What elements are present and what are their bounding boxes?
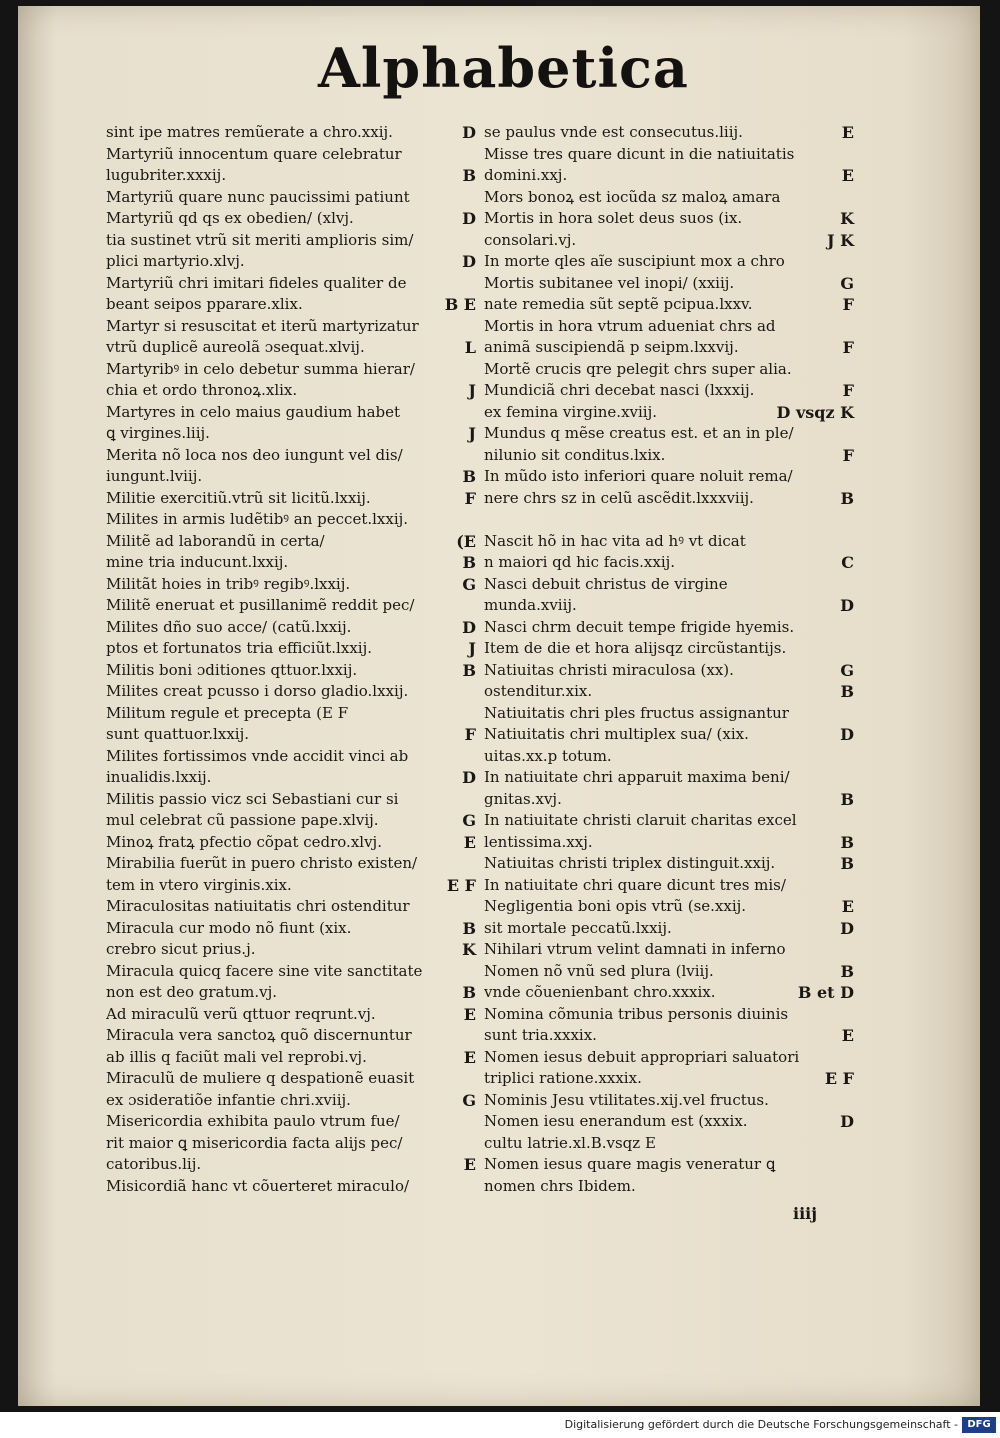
index-entry-line [484, 359, 856, 381]
section-marker: E [463, 1047, 476, 1067]
section-marker: L [464, 338, 476, 357]
entry-text: Nascit hõ in hac vita ad hꝰ vt dicat [484, 531, 746, 550]
section-marker: G [462, 574, 476, 594]
entry-text: Milites creat pcusso i dorso gladio.lxxij. [106, 682, 409, 700]
section-marker: K [462, 940, 476, 959]
section-marker: B [462, 918, 476, 938]
section-marker: B [840, 789, 854, 809]
entry-text: Militie exercitiũ.vtrũ sit licitũ.lxxij. [106, 488, 371, 507]
index-entry-line [106, 638, 478, 660]
index-entry-line [106, 853, 478, 875]
index-entry-line [106, 1004, 478, 1026]
index-entry-line [484, 165, 856, 187]
section-marker: F [464, 488, 476, 508]
index-entry-line [484, 273, 856, 295]
section-marker: (E [456, 531, 476, 551]
index-entry-line [106, 724, 478, 746]
index-entry-line [106, 939, 478, 961]
index-entry-line [106, 273, 478, 295]
entry-text: In morte qles aĩe suscipiunt mox a chro [484, 252, 785, 270]
index-entry-line [106, 896, 478, 918]
entry-text: Militãt hoies in tribꝰ regibꝰ.lxxij. [106, 574, 351, 593]
index-entry-line [106, 574, 478, 596]
section-marker: F [842, 381, 854, 400]
index-entry-line [106, 617, 478, 639]
entry-text: Militẽ ad laborandũ in certa/ [106, 531, 325, 550]
index-entry-line [106, 875, 478, 897]
index-entry-line [106, 402, 478, 424]
entry-text: ꝗ virgines.liij. [106, 424, 210, 442]
section-marker: G [462, 1090, 476, 1110]
index-entry-line [106, 961, 478, 983]
index-entry-line [106, 122, 478, 144]
entry-text: inualidis.lxxij. [106, 768, 212, 786]
index-entry-line [484, 294, 856, 316]
entry-text: Mortis in hora solet deus suos (ix. [484, 209, 743, 227]
entry-text: nate remedia sũt septẽ pcipua.lxxv. [484, 295, 753, 313]
index-entry-line [484, 380, 856, 402]
entry-text: Martyriũ qd qs ex obedien/ (xlvj. [106, 209, 354, 227]
section-marker: E [463, 1155, 476, 1174]
section-marker: E [463, 832, 476, 852]
funding-credit: Digitalisierung gefördert durch die Deutsche Forschungsgemeinschaft - [564, 1418, 958, 1431]
index-entry-line [484, 531, 856, 553]
section-marker: D [462, 768, 476, 787]
entry-text: Natiuitas christi miraculosa (xx). [484, 660, 734, 679]
section-marker: J [468, 381, 476, 400]
section-marker: B [840, 488, 854, 508]
entry-text: Mirabilia fuerũt in puero christo existen/ [106, 854, 418, 872]
entry-text: Nasci debuit christus de virgine [484, 574, 728, 593]
entry-text: Militẽ eneruat et pusillanimẽ reddit pec/ [106, 596, 415, 614]
index-entry-line [106, 380, 478, 402]
section-marker: K [840, 209, 854, 228]
entry-text: ostenditur.xix. [484, 682, 593, 700]
index-entry-line [484, 488, 856, 510]
index-entry-line [484, 402, 856, 424]
entry-text: Ad miraculũ verũ qttuor reqrunt.vj. [106, 1004, 376, 1023]
section-marker: E F [824, 1069, 854, 1088]
section-marker: B et D [797, 983, 854, 1002]
index-entry-line [484, 982, 856, 1004]
index-entry-line [106, 681, 478, 703]
index-entry-line [106, 337, 478, 359]
entry-text: tia sustinet vtrũ sit meriti amplioris sim/ [106, 230, 414, 249]
index-entry-line [484, 466, 856, 488]
entry-text: Nomen iesus debuit appropriari saluatori [484, 1047, 800, 1066]
index-entry-line [484, 1176, 856, 1198]
entry-text: Martyr si resuscitat et iterũ martyrizatur [106, 316, 419, 335]
index-entry-line [106, 1154, 478, 1176]
index-entry-line [106, 230, 478, 252]
entry-text: uitas.xx.p totum. [484, 746, 612, 765]
section-marker: B [840, 961, 854, 981]
entry-text: Milites dño suo acce/ (catũ.lxxij. [106, 617, 352, 636]
entry-text: Minoꝝ fratꝝ pfectio cõpat cedro.xlvj. [106, 832, 382, 851]
index-entry-line [484, 316, 856, 338]
entry-text: crebro sicut prius.j. [106, 940, 256, 958]
index-entry-line [106, 187, 478, 209]
entry-text: ex ɔsideratiõe infantie chri.xviij. [106, 1090, 351, 1109]
section-marker: B [462, 467, 476, 486]
index-entry-line [106, 595, 478, 617]
folio-number: iiij [793, 1204, 818, 1223]
entry-text: plici martyrio.xlvj. [106, 252, 245, 270]
index-entry-line [484, 918, 856, 940]
entry-text: Nomen nõ vnũ sed plura (lviij. [484, 961, 714, 980]
section-marker: F [842, 295, 854, 314]
right-column [484, 122, 856, 1197]
index-entry-line [484, 1068, 856, 1090]
section-marker: E [841, 1026, 854, 1045]
entry-text: Martyriũ quare nunc paucissimi patiunt [106, 187, 410, 206]
index-entry-line [106, 1025, 478, 1047]
entry-text: mine tria inducunt.lxxij. [106, 553, 289, 571]
section-marker: F [464, 725, 476, 744]
entry-text: mul celebrat cũ passione pape.xlvij. [106, 811, 379, 829]
entry-text: Militum regule et precepta (E F [106, 703, 349, 722]
entry-text: gnitas.xvj. [484, 789, 562, 808]
entry-text: sint ipe matres remũerate a chro.xxij. [106, 123, 393, 141]
index-entry-line [106, 316, 478, 338]
entry-text: Nomen iesu enerandum est (xxxix. [484, 1112, 748, 1130]
entry-text: Miraculũ de muliere q despationẽ euasit [106, 1069, 415, 1087]
section-marker: B [840, 682, 854, 701]
entry-text: Nomina cõmunia tribus personis diuinis [484, 1004, 789, 1023]
entry-text: sit mortale peccatũ.lxxij. [484, 918, 672, 937]
entry-text: Nihilari vtrum velint damnati in inferno [484, 940, 786, 958]
index-entry-line [484, 187, 856, 209]
section-marker: D [840, 918, 854, 938]
index-entry-line [484, 767, 856, 789]
entry-text: In natiuitate christi claruit charitas excel [484, 811, 797, 829]
index-entry-line [106, 552, 478, 574]
section-marker: B [462, 166, 476, 185]
index-entry-line [484, 445, 856, 467]
entry-text: Militis boni ɔditiones qttuor.lxxij. [106, 660, 358, 679]
index-entry-line [484, 1133, 856, 1155]
dfg-logo: DFG [962, 1417, 996, 1433]
section-marker: D [462, 617, 476, 637]
index-entry-line [106, 1176, 478, 1198]
entry-text: Misicordiã hanc vt cõuerteret miraculo/ [106, 1176, 410, 1195]
book-page [18, 6, 980, 1406]
entry-text: sunt quattuor.lxxij. [106, 725, 249, 743]
index-entry-line [484, 660, 856, 682]
section-marker: D vsqz K [776, 402, 854, 422]
index-entry-line [106, 703, 478, 725]
section-marker: E F [446, 875, 476, 895]
section-marker: C [841, 553, 854, 572]
index-entry-line [106, 1068, 478, 1090]
index-entry-line [106, 531, 478, 553]
entry-text: Item de die et hora alijsqz circũstantijs. [484, 639, 787, 657]
index-entry-line [484, 122, 856, 144]
index-entry-line [484, 1047, 856, 1069]
entry-text: Negligentia boni opis vtrũ (se.xxij. [484, 897, 747, 915]
section-marker: D [840, 596, 854, 615]
index-entry-line [106, 1111, 478, 1133]
section-marker: G [840, 660, 854, 680]
index-entry-line [484, 337, 856, 359]
index-entry-line [106, 789, 478, 811]
entry-text: Nasci chrm decuit tempe frigide hyemis. [484, 617, 795, 636]
section-marker: J K [826, 230, 854, 250]
index-entry-line [484, 595, 856, 617]
entry-text: Natiuitatis chri ples fructus assignantur [484, 703, 789, 722]
entry-text: domini.xxj. [484, 166, 568, 184]
entry-text: Misse tres quare dicunt in die natiuitatis [484, 144, 795, 163]
entry-text: Miracula cur modo nõ fiunt (xix. [106, 918, 352, 937]
entry-text: Nominis Jesu vtilitates.xij.vel fructus. [484, 1090, 769, 1109]
index-entry-line [106, 1090, 478, 1112]
section-marker: F [842, 338, 854, 357]
section-marker: E [841, 897, 854, 916]
index-entry-line [484, 810, 856, 832]
index-entry-line [106, 1133, 478, 1155]
page-heading: Alphabetica [318, 36, 689, 100]
section-marker: J [468, 639, 476, 658]
entry-text: lentissima.xxj. [484, 832, 593, 851]
entry-text: ab illis q faciũt mali vel reprobi.vj. [106, 1047, 367, 1066]
entry-text: Mortis subitanee vel inopi/ (xxiij. [484, 273, 735, 292]
index-entry-line [106, 294, 478, 316]
index-entry-line [106, 466, 478, 488]
index-entry-line [106, 488, 478, 510]
entry-text: iungunt.lviij. [106, 467, 203, 485]
index-entry-line [484, 423, 856, 445]
entry-text: In mũdo isto inferiori quare noluit rema/ [484, 467, 793, 485]
index-entry-line [484, 617, 856, 639]
index-entry-line [484, 552, 856, 574]
index-entry-line [106, 746, 478, 768]
entry-text: Misericordia exhibita paulo vtrum fue/ [106, 1112, 400, 1130]
section-marker: B [840, 832, 854, 852]
index-entry-line [106, 1047, 478, 1069]
entry-text: Militis passio vicz sci Sebastiani cur si [106, 789, 399, 808]
index-entry-line [484, 251, 856, 273]
index-entry-line [484, 230, 856, 252]
index-entry-line [484, 853, 856, 875]
index-entry-line [106, 660, 478, 682]
entry-text: n maiori qd hic facis.xxij. [484, 553, 676, 571]
index-entry-line [484, 1111, 856, 1133]
index-entry-line [106, 767, 478, 789]
section-marker: E [841, 123, 854, 142]
entry-text: ptos et fortunatos tria efficiũt.lxxij. [106, 639, 372, 657]
index-entry-line [106, 359, 478, 381]
entry-text: nomen chrs Ibidem. [484, 1176, 636, 1195]
index-entry-line [106, 165, 478, 187]
index-entry-line [484, 1090, 856, 1112]
entry-text: rit maior ꝗ misericordia facta alijs pec/ [106, 1133, 403, 1152]
section-marker: D [840, 1112, 854, 1131]
section-marker: D [462, 123, 476, 142]
section-marker: B [462, 553, 476, 572]
index-entry-line [484, 208, 856, 230]
section-marker: G [840, 273, 854, 293]
index-entry-line [484, 789, 856, 811]
section-marker: E [463, 1004, 476, 1024]
index-entry-line [106, 509, 478, 531]
section-marker: B E [444, 295, 476, 314]
entry-text: Milites fortissimos vnde accidit vinci ab [106, 746, 409, 765]
entry-text: consolari.vj. [484, 230, 577, 249]
section-marker: D [840, 725, 854, 744]
entry-text: munda.xviij. [484, 596, 577, 614]
entry-text: beant seipos pparare.xlix. [106, 295, 303, 313]
index-entry-line [484, 896, 856, 918]
entry-text: chia et ordo thronoꝝ.xlix. [106, 381, 298, 399]
entry-text: Mundiciã chri decebat nasci (lxxxij. [484, 381, 755, 399]
left-column [106, 122, 478, 1197]
section-marker: E [841, 166, 854, 185]
index-entry-line [484, 724, 856, 746]
entry-text: Nomen iesus quare magis veneratur ꝗ [484, 1155, 776, 1173]
entry-text: Mortis in hora vtrum adueniat chrs ad [484, 316, 776, 335]
entry-text: Martyriũ chri imitari fideles qualiter de [106, 273, 407, 292]
section-marker: B [462, 660, 476, 680]
index-entry-line [106, 144, 478, 166]
index-entry-line [106, 982, 478, 1004]
index-entry-line [484, 144, 856, 166]
entry-text: Mors bonoꝝ est iocũda sz maloꝝ amara [484, 187, 781, 206]
section-marker: B [840, 854, 854, 873]
index-entry-line [106, 832, 478, 854]
index-entry-line [484, 574, 856, 596]
entry-text: Mundus q mẽse creatus est. et an in ple/ [484, 424, 794, 442]
index-entry-line [106, 918, 478, 940]
entry-text: vnde cõuenienbant chro.xxxix. [484, 983, 716, 1001]
credit-bar [0, 1414, 1000, 1438]
entry-text: Merita nõ loca nos deo iungunt vel dis/ [106, 445, 403, 464]
index-entry-line [106, 423, 478, 445]
index-entry-line [484, 961, 856, 983]
index-entry-line [106, 251, 478, 273]
index-entry-line [106, 810, 478, 832]
section-marker: F [842, 445, 854, 465]
entry-text: ex femina virgine.xviij. [484, 402, 658, 421]
entry-text: Miracula vera sanctoꝝ quõ discernuntur [106, 1026, 412, 1044]
entry-text: sunt tria.xxxix. [484, 1026, 597, 1044]
entry-text: animã suscipiendã p seipm.lxxvij. [484, 338, 739, 356]
entry-text: Natiuitas christi triplex distinguit.xxij. [484, 854, 776, 872]
entry-text: catoribus.lij. [106, 1155, 202, 1173]
entry-text: Miracula quicq facere sine vite sanctitate [106, 961, 423, 980]
index-entry-line [106, 445, 478, 467]
section-marker: G [462, 811, 476, 830]
entry-text: cultu latrie.xl.B.vsqz E [484, 1133, 656, 1152]
entry-text: nilunio sit conditus.lxix. [484, 445, 666, 464]
entry-text: Mortẽ crucis qre pelegit chrs super alia. [484, 359, 792, 378]
entry-text: In natiuitate chri quare dicunt tres mis/ [484, 875, 786, 894]
entry-text: Miraculositas natiuitatis chri ostenditur [106, 897, 410, 915]
entry-text: triplici ratione.xxxix. [484, 1069, 642, 1087]
index-entry-line [484, 681, 856, 703]
section-marker: D [462, 209, 476, 228]
entry-text: Milites in armis ludẽtibꝰ an peccet.lxxij. [106, 510, 409, 528]
section-marker: J [468, 424, 476, 443]
entry-text: tem in vtero virginis.xix. [106, 875, 292, 894]
index-entry-line [484, 832, 856, 854]
index-entry-line [484, 939, 856, 961]
entry-text: Natiuitatis chri multiplex sua/ (xix. [484, 725, 749, 743]
entry-text: vtrũ duplicẽ aureolã ɔsequat.xlvij. [106, 338, 365, 356]
entry-text: Martyres in celo maius gaudium habet [106, 402, 401, 421]
index-entry-line [484, 1004, 856, 1026]
index-entry-line [484, 746, 856, 768]
entry-text: In natiuitate chri apparuit maxima beni/ [484, 768, 790, 786]
entry-text: lugubriter.xxxij. [106, 166, 227, 184]
entry-text: non est deo gratum.vj. [106, 983, 278, 1001]
index-entry-line [484, 1025, 856, 1047]
index-entry-line [484, 875, 856, 897]
index-entry-line [484, 509, 856, 531]
entry-text: Martyriũ innocentum quare celebratur [106, 144, 402, 163]
entry-text: Martyribꝰ in celo debetur summa hierar/ [106, 359, 415, 378]
entry-text: se paulus vnde est consecutus.liij. [484, 123, 743, 141]
index-entry-line [484, 703, 856, 725]
index-entry-line [106, 208, 478, 230]
section-marker: D [462, 252, 476, 271]
entry-text: nere chrs sz in celũ ascẽdit.lxxxviij. [484, 488, 754, 507]
section-marker: B [462, 983, 476, 1002]
index-entry-line [484, 638, 856, 660]
index-entry-line [484, 1154, 856, 1176]
